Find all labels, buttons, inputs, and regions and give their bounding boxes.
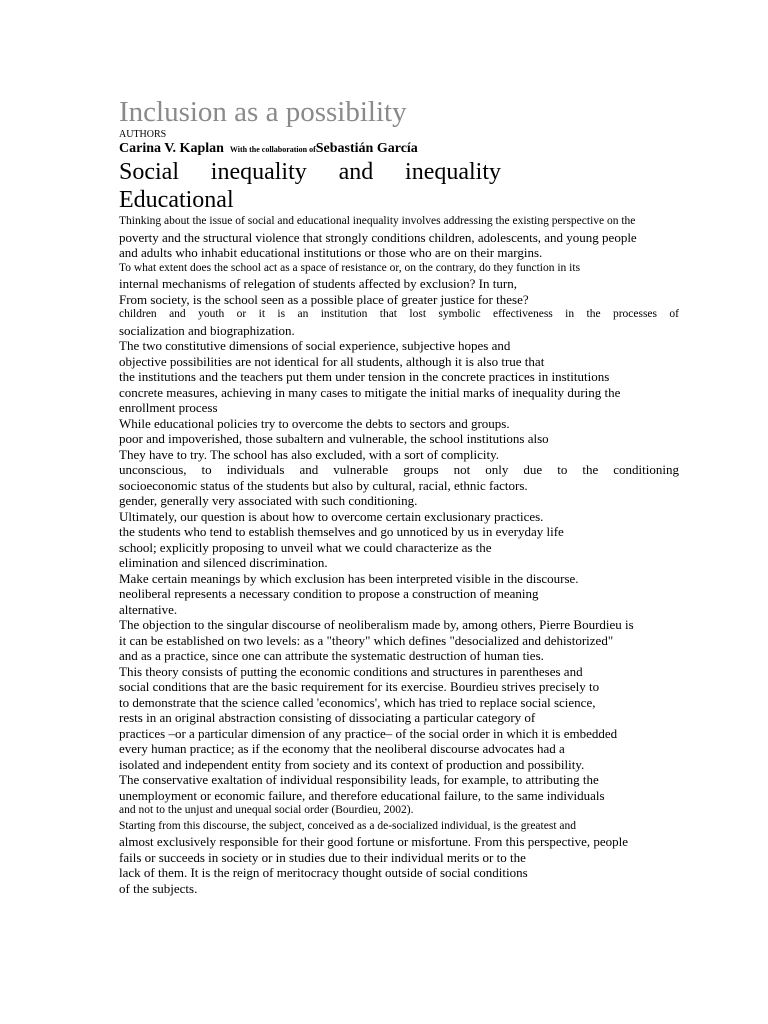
document-page (119, 96, 679, 896)
text-line: objective possibilities are not identical for all students, although it is also true that (119, 353, 545, 369)
text-line: of the subjects. (119, 880, 198, 896)
text-line: school; explicitly proposing to unveil what we could characterize as the (119, 539, 492, 555)
author-name: Carina V. Kaplan (119, 141, 224, 156)
text-line: To what extent does the school act as a space of resistance or, on the contrary, do they function in its (119, 261, 581, 274)
text-line: isolated and independent entity from society and its context of production and possibility. (119, 756, 585, 772)
text-line: and adults who inhabit educational institutions or those who are on their margins. (119, 245, 543, 260)
collaboration-prefix: With the collaboration of (229, 145, 316, 154)
text-line: it can be established on two levels: as a "theory" which defines "desocialized and dehistorized" (119, 632, 614, 648)
text-line: internal mechanisms of relegation of students affected by exclusion? In turn, (119, 276, 517, 291)
authors-label: AUTHORS (119, 129, 167, 140)
text-line: They have to try. The school has also excluded, with a sort of complicity. (119, 446, 500, 462)
text-line: unconscious, to individuals and vulnerable groups not only due to the conditioning (119, 462, 679, 477)
text-line: almost exclusively responsible for their good fortune or misfortune. From this perspective, people (119, 834, 629, 849)
text-line: socioeconomic status of the students but also by cultural, racial, ethnic factors. (119, 477, 528, 493)
text-line: to demonstrate that the science called 'economics', which has tried to replace social science, (119, 694, 596, 710)
text-line: While educational policies try to overcome the debts to sectors and groups. (119, 415, 510, 431)
section-heading-line-1: Social inequality and inequality (119, 159, 501, 185)
text-line: fails or succeeds in society or in studies due to their individual merits or to the (119, 849, 526, 865)
text-line: gender, generally very associated with such conditioning. (119, 493, 418, 508)
text-line: The two constitutive dimensions of social experience, subjective hopes and (119, 338, 511, 353)
section-heading-line-2: Educational (119, 187, 234, 213)
collaborator-name: Sebastián García (315, 141, 418, 156)
text-line: alternative. (119, 601, 178, 617)
text-line: Make certain meanings by which exclusion has been interpreted visible in the discourse. (119, 570, 579, 586)
text-line: The conservative exaltation of individual responsibility leads, for example, to attributing the (119, 772, 599, 787)
text-line: Starting from this discourse, the subject, conceived as a de-socialized individual, is the greatest and (119, 819, 576, 832)
text-line: concrete measures, achieving in many cases to mitigate the initial marks of inequality during the (119, 384, 621, 400)
text-line: every human practice; as if the economy that the neoliberal discourse advocates had a (119, 741, 565, 756)
body-text (119, 214, 679, 896)
text-line: and not to the unjust and unequal social order (Bourdieu, 2002). (119, 804, 414, 816)
text-line: lack of them. It is the reign of meritocracy thought outside of social conditions (119, 865, 528, 880)
text-line: The objection to the singular discourse of neoliberalism made by, among others, Pierre Bourdieu is (119, 617, 634, 632)
text-line: Ultimately, our question is about how to overcome certain exclusionary practices. (119, 508, 544, 524)
text-line: children and youth or it is an institution that lost symbolic effectiveness in the processes of (119, 308, 679, 320)
text-line: unemployment or economic failure, and therefore educational failure, to the same individuals (119, 787, 605, 803)
text-line: neoliberal represents a necessary condition to propose a construction of meaning (119, 586, 539, 601)
text-line: socialization and biographization. (119, 322, 295, 338)
text-line: Thinking about the issue of social and educational inequality involves addressing the existing perspective on the (119, 215, 636, 227)
text-line: social conditions that are the basic requirement for its exercise. Bourdieu strives precisely to (119, 679, 600, 694)
document-title: Inclusion as a possibility (119, 96, 407, 128)
text-line: enrollment process (119, 400, 218, 415)
text-line: This theory consists of putting the economic conditions and structures in parentheses and (119, 663, 583, 679)
text-line: poor and impoverished, those subaltern and vulnerable, the school institutions also (119, 431, 549, 446)
text-line: poverty and the structural violence that strongly conditions children, adolescents, and young people (119, 229, 637, 245)
text-line: rests in an original abstraction consisting of dissociating a particular category of (119, 710, 536, 725)
text-line: From society, is the school seen as a possible place of greater justice for these? (119, 291, 529, 307)
text-line: the students who tend to establish themselves and go unnoticed by us in everyday life (119, 524, 564, 539)
author-line (119, 141, 679, 158)
text-line: elimination and silenced discrimination. (119, 555, 328, 570)
text-line: and as a practice, since one can attribute the systematic destruction of human ties. (119, 648, 544, 663)
text-line: the institutions and the teachers put them under tension in the concrete practices in institutions (119, 369, 610, 384)
section-heading (119, 158, 679, 214)
text-line: practices –or a particular dimension of any practice– of the social order in which it is embedded (119, 725, 618, 741)
